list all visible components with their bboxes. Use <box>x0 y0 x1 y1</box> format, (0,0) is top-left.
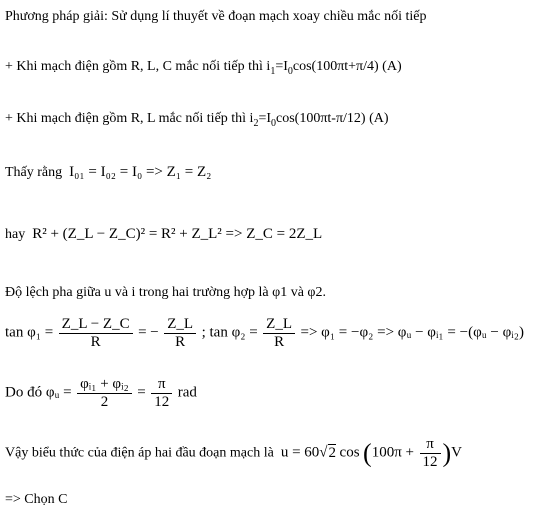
case-rlc-rest: =I <box>275 59 288 74</box>
phase-u-fraction <box>77 376 132 411</box>
method-text: Phương pháp giải: Sử dụng lí thuyết về đoạn mạch xoay chiều mắc nối tiếp <box>5 9 427 24</box>
tan1-den: R <box>90 334 101 350</box>
phase-diff-line <box>5 284 326 302</box>
phase-u-eq: = <box>137 384 146 401</box>
method-line <box>5 8 427 26</box>
voltage-line: Vậy biểu thức của điện áp hai đầu đoạn mạch là u = 60√2 cos (100π + $\frac{\pi}{12}$ )V <box>5 436 463 470</box>
case-rlc-tail: cos(100πt+π/4) (A) <box>292 59 402 74</box>
answer-line <box>5 491 67 509</box>
tan2-num: Z_L <box>263 316 295 334</box>
tan1b-num: Z_L <box>164 316 196 334</box>
impedance-lead: hay <box>5 227 26 242</box>
phase-u-num2: π <box>151 376 172 394</box>
observe-lead: Thấy rằng <box>5 165 63 180</box>
case-rl-tail: cos(100πt-π/12) (A) <box>276 111 389 126</box>
tan1-fraction <box>59 316 133 351</box>
phase-u-line <box>5 376 197 411</box>
answer-text: => Chọn C <box>5 492 68 507</box>
case-rlc-line <box>5 58 402 76</box>
case-rl-text: + Khi mạch điện gồm R, L mắc nối tiếp thì i <box>5 111 254 126</box>
phase-u-den2: 12 <box>154 394 170 410</box>
case-rl-line <box>5 110 389 128</box>
case-rlc-sub2: 0 <box>287 65 293 77</box>
phase-u-den: 2 <box>100 394 109 410</box>
tan1-num: Z_L − Z_C <box>59 316 133 334</box>
observe-line <box>5 163 211 182</box>
voltage-lead: Vậy biểu thức của điện áp hai đầu đoạn mạch là <box>5 445 274 461</box>
voltage-inner: 100π + <box>371 444 414 461</box>
voltage-cos: cos <box>339 444 360 461</box>
tan-line <box>5 316 524 351</box>
voltage-num: π <box>420 436 441 454</box>
voltage-unit: V <box>451 444 463 461</box>
case-rl-rest: =I <box>258 111 272 126</box>
phase-u-unit: rad <box>177 384 197 401</box>
tan1-label: tan φ₁ = <box>5 324 54 341</box>
impedance-line <box>5 225 322 244</box>
case-rl-sub: 2 <box>253 117 259 129</box>
tan-tail: => φ₁ = −φ₂ => φᵤ − φᵢ₁ = −(φᵤ − φᵢ₂) <box>300 324 524 341</box>
case-rlc-text: + Khi mạch điện gồm R, L, C mắc nối tiếp thì i <box>5 59 271 74</box>
tan2-label: ; tan φ₂ = <box>201 324 258 341</box>
voltage-sqrt: 2 <box>328 444 337 461</box>
tan1-eq: = − <box>138 324 159 341</box>
tan2-fraction <box>263 316 295 351</box>
case-rlc-sub: 1 <box>270 65 276 77</box>
case-rl-sub2: 0 <box>271 117 277 129</box>
phase-diff-text: Độ lệch pha giữa u và i trong hai trường hợp là φ1 và φ2. <box>5 285 327 300</box>
tan1b-den: R <box>175 334 186 350</box>
tan1b-fraction <box>164 316 196 351</box>
phase-u-lead: Do đó φᵤ = <box>5 384 72 401</box>
phase-u-num: φᵢ₁ + φᵢ₂ <box>77 376 132 394</box>
voltage-fraction <box>420 436 441 471</box>
observe-formula: I₀₁ = I₀₂ = I₀ => Z₁ = Z₂ <box>69 164 212 180</box>
voltage-den: 12 <box>422 454 438 470</box>
tan2-den: R <box>274 334 285 350</box>
voltage-u: u = 60 <box>280 444 320 461</box>
impedance-formula: R² + (Z_L − Z_C)² = R² + Z_L² => Z_C = 2Z_L <box>32 226 323 242</box>
phase-u-fraction2 <box>151 376 172 411</box>
